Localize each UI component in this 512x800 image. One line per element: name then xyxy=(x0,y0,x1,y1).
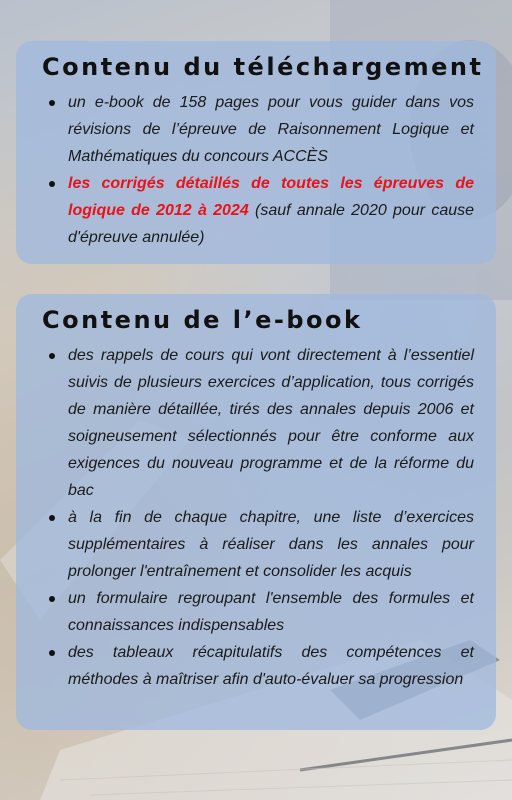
item-text: (sauf annale 2020 pour cause d'épreuve annulée) xyxy=(68,202,475,246)
list-item xyxy=(68,89,474,170)
item-text: à la fin de chaque chapitre, une liste d’exercices supplémentaires à réaliser dans les annales pour prolonger l'entraînement et consolider les acquis xyxy=(68,509,474,580)
download-content-title: Contenu du téléchargement xyxy=(42,53,484,81)
ebook-content-list xyxy=(42,342,474,693)
item-text: un formulaire regroupant l'ensemble des formules et connaissances indispensables xyxy=(68,590,474,634)
item-text: un e-book de 158 pages pour vous guider dans vos révisions de l’épreuve de Raisonnement Logique et Mathématiques du concours ACCÈS xyxy=(68,94,474,165)
download-content-list xyxy=(42,89,474,251)
item-text: des rappels de cours qui vont directement à l’essentiel suivis de plusieurs exercices d’application, tous corrigés de manière détaillée, tirés des annales depuis 2006 et soigneusement sélectionnés pour être conforme aux exigences du nouveau programme et de la réforme du bac xyxy=(68,347,474,499)
list-item xyxy=(68,342,474,504)
download-content-card xyxy=(16,41,496,264)
highlighted-text: les corrigés détaillés de toutes les épreuves de logique de 2012 à 2024 xyxy=(68,175,474,219)
ebook-content-card xyxy=(16,294,496,730)
ebook-content-title: Contenu de l’e-book xyxy=(42,306,363,334)
list-item xyxy=(68,170,474,251)
list-item xyxy=(68,504,474,585)
list-item xyxy=(68,639,474,693)
item-text: des tableaux récapitulatifs des compétences et méthodes à maîtriser afin d'auto-évaluer sa progression xyxy=(68,644,474,688)
list-item xyxy=(68,585,474,639)
